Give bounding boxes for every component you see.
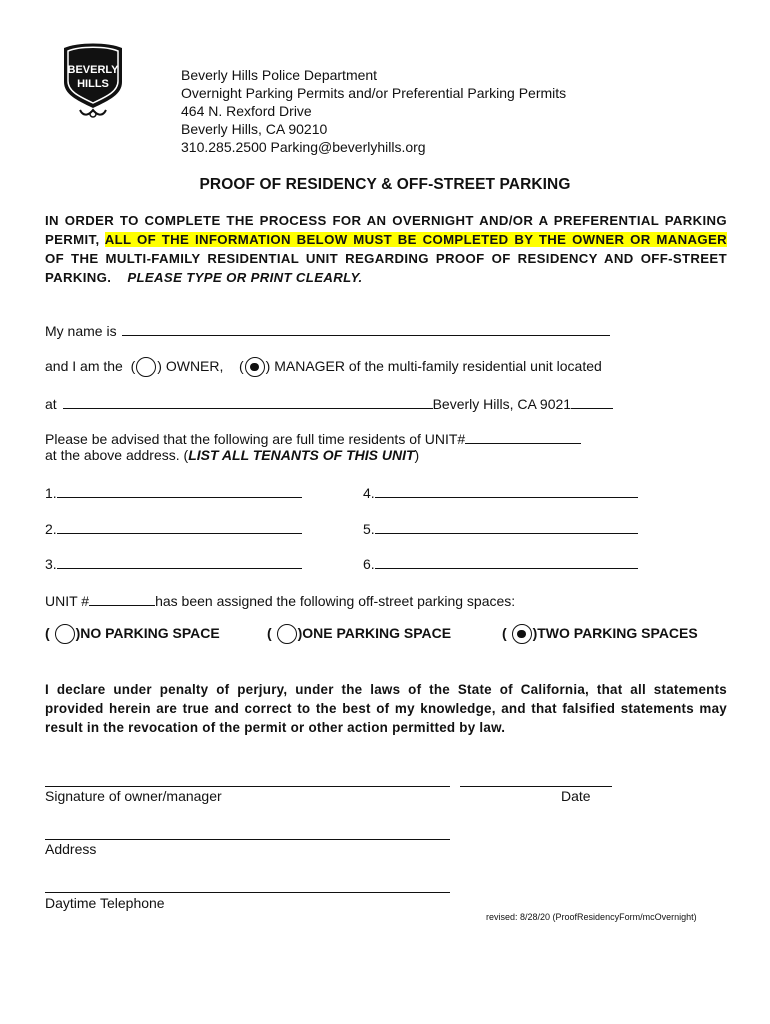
owner-label: OWNER, <box>165 358 224 374</box>
option-no-parking: ( )NO PARKING SPACE <box>45 624 220 644</box>
address-row <box>45 394 613 412</box>
telephone-field[interactable] <box>45 892 450 893</box>
date-label: Date <box>561 788 591 804</box>
revision-note: revised: 8/28/20 (ProofResidencyForm/mcOvernight) <box>486 912 697 922</box>
no-parking-radio[interactable] <box>55 624 75 644</box>
tenant-3-field[interactable] <box>57 554 302 569</box>
tenant-5-field[interactable] <box>375 519 638 534</box>
tenant-2: 2. <box>45 519 302 537</box>
form-title: PROOF OF RESIDENCY & OFF-STREET PARKING <box>199 176 571 193</box>
option-two-parking: ( )TWO PARKING SPACES <box>502 624 698 644</box>
intro-paragraph <box>45 211 727 287</box>
tenant-1-field[interactable] <box>57 483 302 498</box>
name-row <box>45 321 610 339</box>
at-label: at <box>45 396 57 412</box>
role-prefix: and I am the <box>45 358 123 374</box>
intro-text-1: IN ORDER TO COMPLETE THE PROCESS FOR AN OVERNIGHT AND/OR A PREFERENTIAL PARKING PERMIT, <box>45 213 727 247</box>
declaration-paragraph: I declare under penalty of perjury, under the laws of the State of California, that all statements provided herein are true and correct to the best of my knowledge, and that falsified statements may result in the revocation of the permit or other action permitted by law. <box>45 682 727 735</box>
signature-label: Signature of owner/manager <box>45 788 222 804</box>
street-field[interactable] <box>63 394 433 409</box>
tenant-2-field[interactable] <box>57 519 302 534</box>
name-field[interactable] <box>122 321 610 336</box>
tenant-4: 4. <box>363 483 638 501</box>
contact-info: 310.285.2500 Parking@beverlyhills.org <box>181 139 426 155</box>
list-tenants-note: LIST ALL TENANTS OF THIS UNIT <box>188 447 415 463</box>
street-address: 464 N. Rexford Drive <box>181 103 312 119</box>
intro-text-2: OF THE MULTI-FAMILY RESIDENTIAL UNIT REGARDING PROOF OF RESIDENCY AND OFF-STREET PARKING. <box>45 251 727 285</box>
logo-text-line2: HILLS <box>77 78 109 90</box>
unit-parking-row: UNIT # has been assigned the following off-street parking spaces: <box>45 593 516 609</box>
manager-radio[interactable] <box>245 357 265 377</box>
role-row: and I am the ( ) OWNER, ( ) MANAGER of the multi-family residential unit located <box>45 357 602 377</box>
name-label: My name is <box>45 323 117 339</box>
header-block <box>181 66 566 156</box>
option-one-parking: ( )ONE PARKING SPACE <box>267 624 451 644</box>
signature-field[interactable] <box>45 786 450 787</box>
city-state-zip: Beverly Hills, CA 90210 <box>181 121 328 137</box>
logo-text-line1: BEVERLY <box>67 64 119 76</box>
two-parking-radio[interactable] <box>512 624 532 644</box>
residents-row <box>45 429 581 447</box>
address-field[interactable] <box>45 839 450 840</box>
permit-type: Overnight Parking Permits and/or Preferential Parking Permits <box>181 85 567 101</box>
address-label: Address <box>45 841 97 857</box>
city-label: Beverly Hills, CA 9021 <box>432 396 572 412</box>
tenant-1: 1. <box>45 483 302 501</box>
zip-digit-field[interactable] <box>571 394 613 409</box>
tenant-6-field[interactable] <box>375 554 638 569</box>
owner-radio[interactable] <box>136 357 156 377</box>
beverly-hills-logo <box>58 42 128 120</box>
manager-label: MANAGER of the multi-family residential unit located <box>274 358 602 374</box>
department-name: Beverly Hills Police Department <box>181 67 378 83</box>
date-field[interactable] <box>460 786 612 787</box>
residents-label: Please be advised that the following are full time residents of UNIT# <box>45 431 466 447</box>
tenant-5: 5. <box>363 519 638 537</box>
one-parking-radio[interactable] <box>277 624 297 644</box>
tenant-3: 3. <box>45 554 302 572</box>
tenant-4-field[interactable] <box>375 483 638 498</box>
tenant-6: 6. <box>363 554 638 572</box>
intro-emphasis: PLEASE TYPE OR PRINT CLEARLY. <box>127 270 363 285</box>
residents-note: at the above address. (LIST ALL TENANTS OF THIS UNIT) <box>45 447 420 463</box>
unit-number-field[interactable] <box>465 429 581 444</box>
unit-field[interactable] <box>89 591 155 606</box>
telephone-label: Daytime Telephone <box>45 895 165 911</box>
intro-highlight: ALL OF THE INFORMATION BELOW MUST BE COMPLETED BY THE OWNER OR MANAGER <box>104 232 727 247</box>
